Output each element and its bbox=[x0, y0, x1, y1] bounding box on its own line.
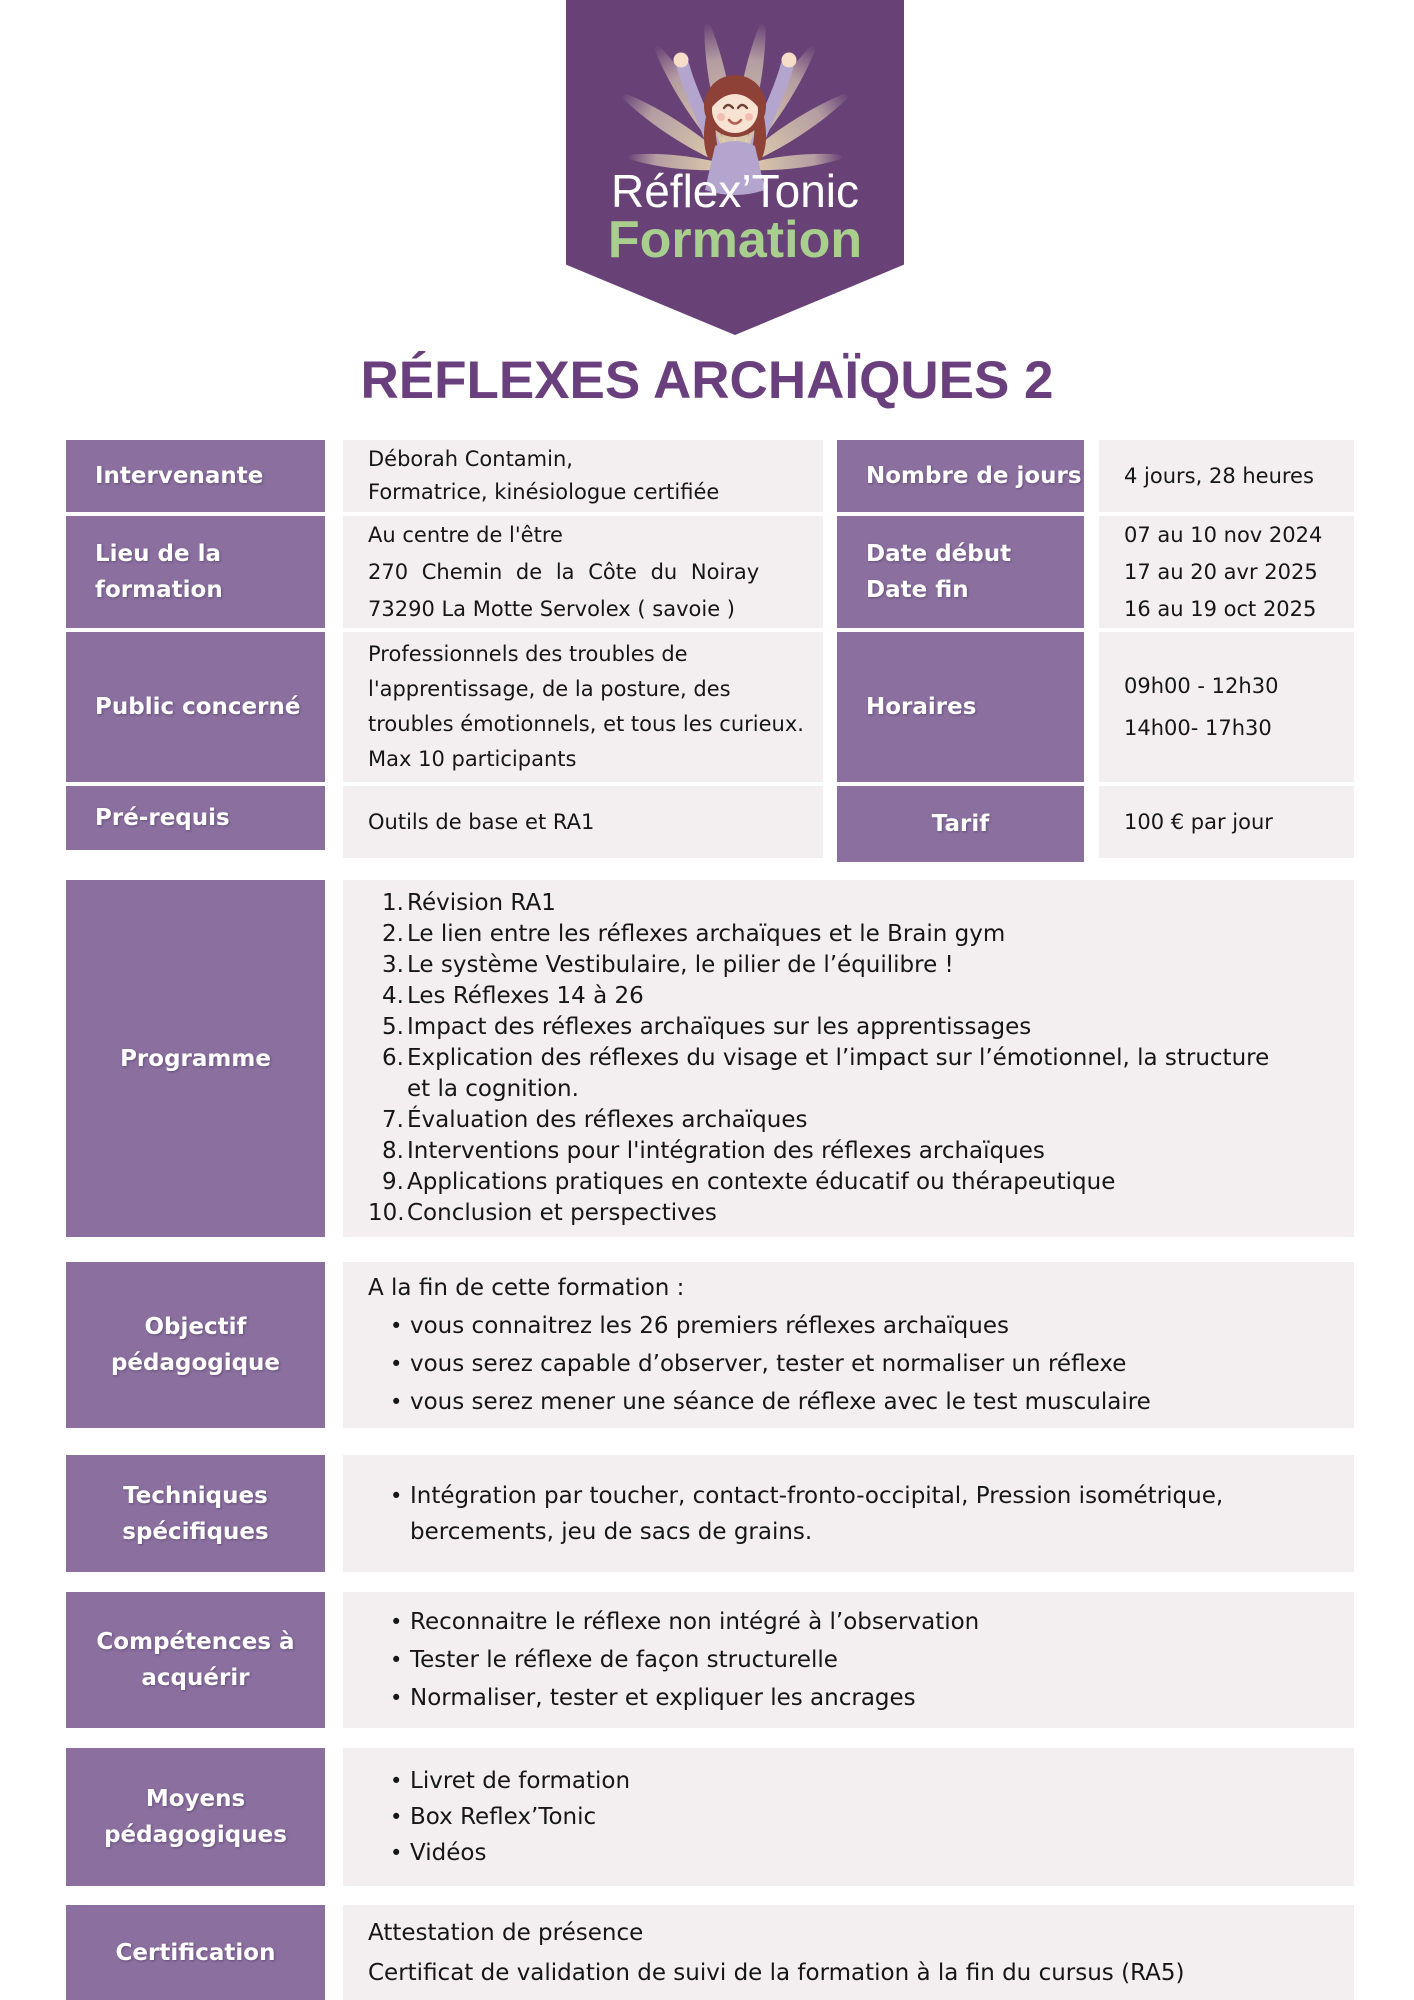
programme-item: 2. Le lien entre les réflexes archaïques et le Brain gym bbox=[382, 921, 1006, 947]
competences-bullet: • Tester le réflexe de façon structurelle bbox=[368, 1641, 1344, 1679]
value-public-concerne: Professionnels des troubles de l'apprentissage, de la posture, des troubles émotionnels, et tous les curieux. Max 10 participants bbox=[343, 632, 823, 782]
label-intervenante: Intervenante bbox=[66, 440, 325, 512]
objectif-intro: A la fin de cette formation : bbox=[368, 1275, 685, 1301]
label-nombre-de-jours: Nombre de jours bbox=[837, 440, 1084, 512]
techniques-bullet: • Intégration par toucher, contact-fronto-occipital, Pression isométrique, bercements, jeu de sacs de grains. bbox=[368, 1478, 1344, 1550]
brand-name: Réflex’Tonic bbox=[611, 165, 859, 217]
techniques-content bbox=[343, 1455, 1354, 1572]
label-horaires: Horaires bbox=[837, 632, 1084, 782]
label-techniques-specifiques: Techniques spécifiques bbox=[66, 1455, 325, 1572]
label-programme: Programme bbox=[66, 880, 325, 1237]
moyens-content bbox=[343, 1748, 1354, 1886]
moyens-bullet: • Box Reflex’Tonic bbox=[368, 1799, 1344, 1835]
programme-item: 9. Applications pratiques en contexte éducatif ou thérapeutique bbox=[382, 1169, 1116, 1195]
label-dates: Date début Date fin bbox=[837, 516, 1084, 628]
certification-content: Attestation de présence Certificat de validation de suivi de la formation à la fin du cursus (RA5) bbox=[343, 1905, 1354, 2000]
objectif-bullet: • vous connaitrez les 26 premiers réflexes archaïques bbox=[368, 1307, 1344, 1345]
objectif-bullet: • vous serez capable d’observer, tester et normaliser un réflexe bbox=[368, 1345, 1344, 1383]
programme-item: 10. Conclusion et perspectives bbox=[368, 1200, 717, 1226]
label-certification: Certification bbox=[66, 1905, 325, 2000]
programme-item: 3. Le système Vestibulaire, le pilier de l’équilibre ! bbox=[382, 952, 954, 978]
programme-item: 6. Explication des réflexes du visage et l’impact sur l’émotionnel, la structure et la cognition. bbox=[382, 1045, 1270, 1102]
moyens-bullet: • Vidéos bbox=[368, 1835, 1344, 1871]
label-pre-requis: Pré-requis bbox=[66, 786, 325, 850]
value-horaires: 09h00 - 12h30 14h00- 17h30 bbox=[1099, 632, 1354, 782]
label-competences-a-acquerir: Compétences à acquérir bbox=[66, 1592, 325, 1728]
value-intervenante: Déborah Contamin, Formatrice, kinésiologue certifiée bbox=[343, 440, 823, 512]
label-tarif: Tarif bbox=[837, 786, 1084, 862]
value-dates: 07 au 10 nov 2024 17 au 20 avr 2025 16 au 19 oct 2025 bbox=[1099, 516, 1354, 628]
programme-item: 1. Révision RA1 bbox=[382, 890, 556, 916]
logo-banner bbox=[566, 0, 904, 335]
moyens-bullet: • Livret de formation bbox=[368, 1763, 1344, 1799]
value-lieu-formation: Au centre de l'être 270 Chemin de la Côte du Noiray 73290 La Motte Servolex ( savoie ) bbox=[343, 516, 823, 628]
objectif-content bbox=[343, 1262, 1354, 1428]
label-lieu-formation: Lieu de la formation bbox=[66, 516, 325, 628]
competences-bullet: • Reconnaitre le réflexe non intégré à l’observation bbox=[368, 1603, 1344, 1641]
value-pre-requis: Outils de base et RA1 bbox=[343, 786, 823, 858]
programme-item: 8. Interventions pour l'intégration des réflexes archaïques bbox=[382, 1138, 1045, 1164]
label-public-concerne: Public concerné bbox=[66, 632, 325, 782]
competences-bullet: • Normaliser, tester et expliquer les ancrages bbox=[368, 1679, 1344, 1717]
label-moyens-pedagogiques: Moyens pédagogiques bbox=[66, 1748, 325, 1886]
competences-content bbox=[343, 1592, 1354, 1728]
value-tarif: 100 € par jour bbox=[1099, 786, 1354, 858]
value-nombre-de-jours: 4 jours, 28 heures bbox=[1099, 440, 1354, 512]
objectif-bullet: • vous serez mener une séance de réflexe avec le test musculaire bbox=[368, 1383, 1344, 1421]
label-objectif-pedagogique: Objectif pédagogique bbox=[66, 1262, 325, 1428]
page-title: RÉFLEXES ARCHAÏQUES 2 bbox=[360, 351, 1054, 410]
programme-item: 7. Évaluation des réflexes archaïques bbox=[382, 1107, 808, 1133]
brand-subtitle: Formation bbox=[607, 211, 863, 269]
programme-item: 5. Impact des réflexes archaïques sur les apprentissages bbox=[382, 1014, 1032, 1040]
programme-item: 4. Les Réflexes 14 à 26 bbox=[382, 983, 644, 1009]
programme-list bbox=[343, 880, 1354, 1237]
